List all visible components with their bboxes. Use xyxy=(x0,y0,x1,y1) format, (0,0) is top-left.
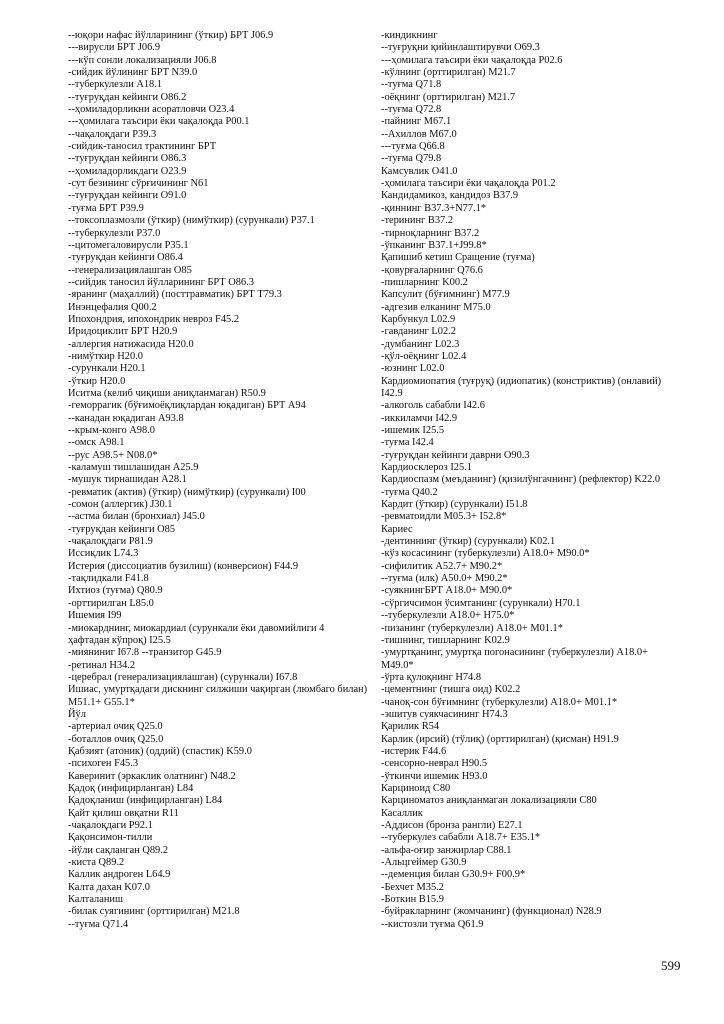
index-entry: -Боткин B15.9 xyxy=(381,894,444,906)
index-entry: -Аддисон (бронза рангли) E27.1 xyxy=(381,820,523,831)
index-entry: -артериал очиқ Q25.0 xyxy=(68,721,163,733)
index-entry: --туғруқдан кейинги O91.0 xyxy=(68,190,187,202)
index-entry: -церебрал (генерализациялашган) (сурункали) I67.8 xyxy=(68,671,298,683)
index-entry: -цементнинг (тишга оид) K02.2 xyxy=(381,684,521,696)
index-entry: ---вирусли БРТ J06.9 xyxy=(68,42,161,54)
index-entry: -геморрагик (бўғимоёқлиқлардан юқадиган) БРТ A94 xyxy=(68,400,306,412)
index-entry: Ихтиоз (туғма) Q80.9 xyxy=(68,585,163,597)
index-entry: -туғма БРТ P39.9 xyxy=(68,202,144,214)
index-entry: -эшитув суякчасининг H74.3 xyxy=(381,708,508,720)
index-entry: -яранинг (маҳаллий) (посттравматик) БРТ T79.3 xyxy=(68,289,282,301)
index-entry: --туберкулез сабабли A18.7+ E35.1* xyxy=(381,832,541,844)
index-entry: -пайнинг M67.1 xyxy=(381,116,452,128)
index-entry: -кўлнинг (орттирилган) M21.7 xyxy=(381,67,516,79)
index-entry: -суякнингБРТ A18.0+ M90.0* xyxy=(381,585,513,597)
index-entry: Каллик андроген L64.9 xyxy=(68,869,171,881)
index-entry: --туберкулезли A18.0+ H75.0* xyxy=(381,610,515,622)
index-entry: --чақалоқдаги P39.3 xyxy=(68,128,157,140)
index-entry: Қақонсимон-тилли xyxy=(68,832,153,844)
index-entry: Капсулит (бўғимнинг) M77.9 xyxy=(381,289,510,301)
index-entry: Калталаниш xyxy=(68,894,123,906)
index-entry: -тишнинг, тишларнинг K02.9 xyxy=(381,634,510,646)
index-entry: -сомон (аллергик) J30.1 xyxy=(68,499,173,511)
index-entry: --астма билан (бронхиал) J45.0 xyxy=(68,511,205,523)
index-entry: -йўли сақланган Q89.2 xyxy=(68,844,169,856)
index-entry: Иссиқлик L74.3 xyxy=(68,548,139,560)
index-entry: -алкоголь сабабли I42.6 xyxy=(381,400,485,412)
index-entry: -терининг B37.2 xyxy=(381,215,454,227)
index-entry: Ипохондрия, ипохондрик невроз F45.2 xyxy=(68,313,240,325)
index-entry: Қайт қилиш овқатни R11 xyxy=(68,807,179,819)
index-entry: -чаноқ-сон бўғимнинг (туберкулезли) A18.0+ M01.1* xyxy=(381,696,618,708)
index-entry: -сийдик-таносил трактининг БРТ xyxy=(68,141,217,153)
index-entry: Касаллик xyxy=(381,807,423,819)
index-entry: --туберкулезли P37.0 xyxy=(68,227,161,239)
index-entry: -ревматоидли M05.3+ I52.8* xyxy=(381,511,507,523)
index-entry: --туғма (илк) A50.0+ M90.2* xyxy=(381,573,508,585)
index-entry: --цитомегаловирусли P35.1 xyxy=(68,239,189,251)
index-entry: Карлик (ирсий) (тўлиқ) (орттирилган) (қисман) H91.9 xyxy=(381,733,619,745)
index-entry: -туғруқдан кейинги O86.4 xyxy=(68,252,183,264)
index-entry: --омск A98.1 xyxy=(68,437,125,449)
index-entry: -пишларнинг K00.2 xyxy=(381,276,468,288)
index-entry: -миокарднинг, миокардиал (сурункали ёки давомийлиги 4 ҳафтадан кўпроқ) I25.5 xyxy=(68,622,325,646)
index-entry: -қовурғаларнинг Q76.6 xyxy=(381,264,483,276)
index-entry: Инэнцефалия Q00.2 xyxy=(68,301,157,313)
index-entry: --туғма Q71.4 xyxy=(68,918,129,930)
index-entry: --кистозли туғма Q61.9 xyxy=(381,918,484,930)
index-entry: --туберкулезли A18.1 xyxy=(68,79,163,91)
index-entry: --токсоплазмозли (ўткир) (нимўткир) (сурункали) P37.1 xyxy=(68,215,315,227)
index-entry: -юзнинг L02.0 xyxy=(381,363,445,375)
index-entry: -тирноқларнинг B37.2 xyxy=(381,227,480,239)
index-entry: ---ҳомилага таъсири ёки чақалоқда P00.1 xyxy=(68,116,250,128)
index-entry: Камсувлик O41.0 xyxy=(381,165,458,177)
index-entry: -чақалоқдаги P92.1 xyxy=(68,820,153,831)
index-entry: -буйракларнинг (жомчанинг) (функционал) N28.9 xyxy=(381,906,602,918)
page-number: 599 xyxy=(661,958,681,973)
index-entry: -сифилитик A52.7+ M90.2* xyxy=(381,560,503,572)
index-entry: --туғма Q72.8 xyxy=(381,104,442,116)
index-entry: -сурункали H20.1 xyxy=(68,363,146,375)
index-entry: -ҳомилага таъсири ёки чақалоқда P01.2 xyxy=(381,178,556,190)
index-entry: Кариес xyxy=(381,523,413,535)
index-entry: -ретинал H34.2 xyxy=(68,659,136,671)
index-entry: -ўпканинг B37.1+J99.8* xyxy=(381,239,487,251)
index-entry: --деменция билан G30.9+ F00.9* xyxy=(381,869,526,881)
index-entry: -ўткинчи ишемик H93.0 xyxy=(381,770,488,782)
index-entry: -қиннинг B37.3+N77.1* xyxy=(381,202,487,214)
index-entry: Карбункул L02.9 xyxy=(381,313,456,325)
index-entry: -ўткир H20.0 xyxy=(68,375,126,387)
index-entry: ---туғма Q66.8 xyxy=(381,141,445,153)
left-column xyxy=(68,30,368,931)
index-entry: -Бехчет M35.2 xyxy=(381,881,444,893)
index-entry: -орттирилган L85.0 xyxy=(68,597,154,609)
index-entry: -гавданинг L02.2 xyxy=(381,326,456,338)
index-entry: --Ахиллов M67.0 xyxy=(381,128,457,140)
index-entry: Иридоциклит БРТ H20.9 xyxy=(68,326,178,338)
index-entry: --ҳомиладорликдаги O23.9 xyxy=(68,165,187,177)
index-entry: Йўл xyxy=(68,708,86,720)
index-entry: --рус A98.5+ N08.0* xyxy=(68,449,158,461)
index-entry: Қарилик R54 xyxy=(381,721,440,733)
index-entry: -истерик F44.6 xyxy=(381,745,447,757)
index-entry: Қадоқ (инфицирланган) L84 xyxy=(68,782,194,794)
index-entry: -мушук тирнашидан A28.1 xyxy=(68,474,187,486)
index-entry: Калта дахан K07.0 xyxy=(68,881,150,893)
index-entry: Истерия (диссоциатив бузилиш) (конверсион) F44.9 xyxy=(68,560,299,572)
index-entry: -дентиннинг (ўткир) (сурункали) K02.1 xyxy=(381,536,556,548)
index-entry: -умуртқанинг, умуртқа погонасининг (туберкулезли) A18.0+ M49.0* xyxy=(381,647,648,671)
index-entry: --сийдик таносил йўлларининг БРТ O86.3 xyxy=(68,276,254,288)
index-entry: ---ҳомилага таъсири ёки чақалоқда P02.6 xyxy=(381,54,563,66)
index-entry: Кардиомиопатия (туғруқ) (идиопатик) (констриктив) (онлавий) I42.9 xyxy=(381,375,662,399)
index-entry: ---кўп сонли локализацияли J06.8 xyxy=(68,54,217,66)
index-entry: --генерализациялашган O85 xyxy=(68,264,192,276)
index-entry: --туғруқни қийинлаштирувчи O69.3 xyxy=(381,42,540,54)
index-entry: -чақалоқдаги P81.9 xyxy=(68,536,153,548)
index-entry: Кардит (ўткир) (сурункали) I51.8 xyxy=(381,499,528,511)
index-entry: Қадоқланиш (инфицирланган) L84 xyxy=(68,795,223,807)
index-entry: Карциноматоз аниқланмаган локализацияли C80 xyxy=(381,795,597,807)
index-entry: --туғруқдан кейинги O86.2 xyxy=(68,91,187,103)
index-entry: -тақлидкали F41.8 xyxy=(68,573,149,585)
index-entry: --туғма Q71.8 xyxy=(381,79,442,91)
index-entry: Кардиосклероз I25.1 xyxy=(381,462,472,474)
index-entry: -туғруқдан кейинги O85 xyxy=(68,523,176,535)
index-entry: Ишиас, умуртқадаги дискнинг силжиши чақирган (люмбаго билан) M51.1+ G55.1* xyxy=(68,684,368,708)
index-entry: Кардиоспазм (меъданинг) (қизилўнгачнинг) (рефлектор) K22.0 xyxy=(381,474,661,486)
index-entry: -ўрта қулоқнинг H74.8 xyxy=(381,671,482,683)
index-entry: -туғма Q40.2 xyxy=(381,486,438,498)
index-entry: -мияниниг I67.8 --транзитор G45.9 xyxy=(68,647,222,659)
index-entry: -сўргичсимон ўсимтанинг (сурункали) H70.1 xyxy=(381,597,581,609)
index-entry: -сенсорно-неврал H90.5 xyxy=(381,758,488,770)
index-entry: -кўз косасининг (туберкулезли) A18.0+ M90.0* xyxy=(381,548,590,560)
index-entry: Қапишиб кетиш Сращение (туғма) xyxy=(381,252,535,264)
index-entry: --туғма Q79.8 xyxy=(381,153,442,165)
index-entry: -ишемик I25.5 xyxy=(381,425,445,436)
index-entry: Иситма (келиб чиқиши аниқланмаган) R50.9 xyxy=(68,387,266,399)
index-entry: Каверинит (эркаклик олатнинг) N48.2 xyxy=(68,770,236,782)
index-entry: Қабзият (атоник) (оддий) (спастик) K59.0 xyxy=(68,745,252,757)
index-entry: -оёқнинг (орттирилган) M21.7 xyxy=(381,91,516,103)
index-entry: -каламуш тишлашидан A25.9 xyxy=(68,462,199,474)
index-entry: Карциноид C80 xyxy=(381,782,451,794)
index-entry: --туғруқдан кейинги O86.3 xyxy=(68,153,187,165)
index-entry: -иккиламчи I42.9 xyxy=(381,412,458,424)
index-entry: -адгезив елканинг M75.0 xyxy=(381,301,491,313)
index-entry: -нимўткир H20.0 xyxy=(68,350,143,362)
index-entry: -сийдик йўлининг БРТ N39.0 xyxy=(68,67,198,79)
index-entry: --ҳомиладорликни асоратловчи O23.4 xyxy=(68,104,235,116)
index-entry: Кандидамикоз, кандидоз B37.9 xyxy=(381,190,519,202)
index-entry: -ревматик (актив) (ўткир) (нимўткир) (сурункали) I00 xyxy=(68,486,306,498)
index-entry: -туғма I42.4 xyxy=(381,437,434,449)
index-entry: -қўл-оёқнинг L02.4 xyxy=(381,350,467,362)
index-entry: Ишемия I99 xyxy=(68,610,122,622)
index-entry: -Альцгеймер G30.9 xyxy=(381,857,467,869)
index-entry: -альфа-оғир занжирлар C88.1 xyxy=(381,844,512,856)
index-entry: -пизанинг (туберкулезли) A18.0+ M01.1* xyxy=(381,622,563,634)
index-entry: -психоген F45.3 xyxy=(68,758,139,770)
index-entry: -боталлов очиқ Q25.0 xyxy=(68,733,164,745)
index-entry: -туғруқдан кейинги даврни O90.3 xyxy=(381,449,530,461)
index-entry: -киндикнинг xyxy=(381,30,438,41)
index-entry: --крым-конго A98.0 xyxy=(68,425,155,436)
index-entry: -киста Q89.2 xyxy=(68,857,125,869)
index-entry: -аллергия натижасида H20.0 xyxy=(68,338,194,350)
right-column xyxy=(381,30,681,931)
index-entry: -думбанинг L02.3 xyxy=(381,338,460,350)
index-entry: --канадан юқадиган A93.8 xyxy=(68,412,184,424)
index-entry: -сут безининг сўрғичининг N61 xyxy=(68,178,209,190)
index-entry: -билак суягининг (орттирилган) M21.8 xyxy=(68,906,240,918)
index-entry: --юқори нафас йўлларининг (ўткир) БРТ J06.9 xyxy=(68,30,274,41)
